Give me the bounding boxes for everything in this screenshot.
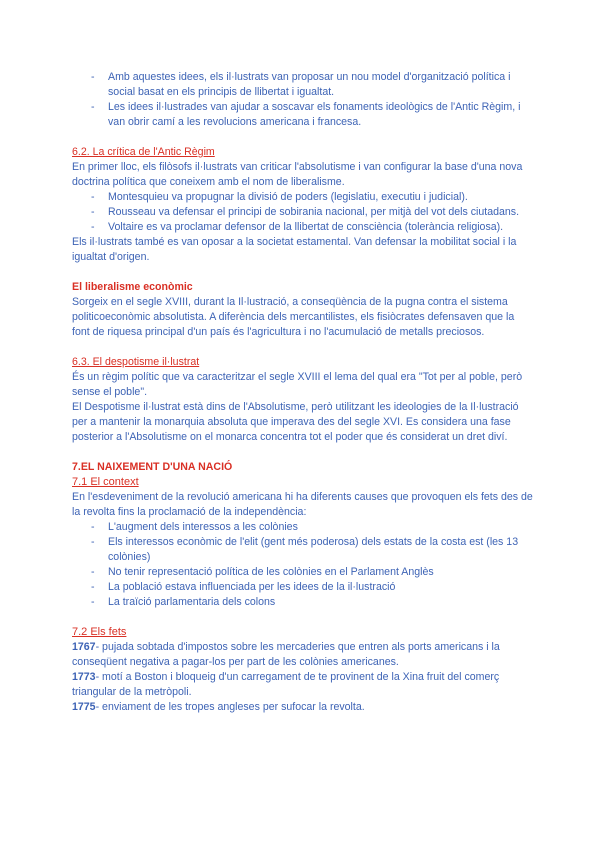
list-item: - No tenir representació política de les colònies en el Parlament Anglès (72, 565, 534, 580)
paragraph: El Despotisme il·lustrat està dins de l'Absolutisme, però utilitzant les ideologies de la Il·lustració per a mantenir la monarquia absoluta que imperava des del segle XVI. Es considera una fase posterior a l'Absolutisme on el monarca concentra tot el poder que és considerat un dret diví. (72, 401, 519, 443)
fact-text: - pujada sobtada d'impostos sobre les mercaderies que entren als ports americans i la conseqüent negativa a pagar-los per part de les colònies americanes. (72, 641, 500, 668)
paragraph: Sorgeix en el segle XVIII, durant la Il·lustració, a conseqüència de la pugna contra el sistema politicoeconòmic absolutista. A diferència dels mercantilistes, els fisiòcrates defensaven que la font de riquesa principal d'un país és l'agricultura i no l'acumulació de metalls preciosos. (72, 296, 515, 338)
fact-text: - motí a Boston i bloqueig d'un carregament de te provinent de la Xina fruit del comerç triangular de la metròpoli. (72, 671, 500, 698)
list-item: - Els interessos econòmic de l'elit (gent més poderosa) dels estats de la costa est (les 13 colònies) (72, 535, 534, 565)
fact-year: 1775 (72, 701, 96, 713)
list-item: - La traïció parlamentaria dels colons (72, 595, 534, 610)
document-page (72, 70, 534, 715)
subsection-title-7-2: 7.2 Els fets (72, 626, 127, 638)
fact-text: - enviament de les tropes angleses per sufocar la revolta. (95, 701, 365, 713)
list-item: - La població estava influenciada per les idees de la il·lustració (72, 580, 534, 595)
section-title-liberalisme: El liberalisme econòmic (72, 281, 193, 293)
list-item: - Les idees il·lustrades van ajudar a soscavar els fonaments ideològics de l'Antic Règim, i van obrir camí a les revolucions americana i francesa. (72, 100, 534, 130)
section-title-6-3: 6.3. El despotisme il·lustrat (72, 356, 200, 368)
paragraph: En l'esdeveniment de la revolució americana hi ha diferents causes que provoquen els fets des de la revolta fins la proclamació de la independència: (72, 491, 533, 518)
list-item: - Montesquieu va propugnar la divisió de poders (legislatiu, executiu i judicial). (72, 190, 534, 205)
section-title-7: 7.EL NAIXEMENT D'UNA NACIÓ (72, 461, 233, 473)
section-title-6-2: 6.2. La crítica de l'Antic Règim (72, 146, 215, 158)
paragraph: Els il·lustrats també es van oposar a la societat estamental. Van defensar la mobilitat social i la igualtat d'origen. (72, 236, 517, 263)
list-item: - Voltaire es va proclamar defensor de la llibertat de consciència (tolerància religiosa). (72, 220, 534, 235)
fact-year: 1773 (72, 671, 96, 683)
philosophers-list (72, 190, 534, 235)
intro-list (72, 70, 534, 130)
list-item: - Amb aquestes idees, els il·lustrats van proposar un nou model d'organització política i social basat en els principis de llibertat i igualtat. (72, 70, 534, 100)
paragraph: En primer lloc, els filòsofs il·lustrats van criticar l'absolutisme i van configurar la base d'una nova doctrina política que coneixem amb el nom de liberalisme. (72, 161, 523, 188)
subsection-title-7-1: 7.1 El context (72, 476, 139, 488)
fact-1775 (72, 700, 534, 715)
fact-year: 1767 (72, 641, 96, 653)
list-item: - Rousseau va defensar el principi de sobirania nacional, per mitjà del vot dels ciutadans. (72, 205, 534, 220)
fact-1767 (72, 640, 534, 670)
fact-1773 (72, 670, 534, 700)
paragraph: És un règim polític que va caracteritzar el segle XVIII el lema del qual era "Tot per al poble, però sense el poble". (72, 371, 523, 398)
list-item: - L'augment dels interessos a les colònies (72, 520, 534, 535)
causes-list (72, 520, 534, 610)
